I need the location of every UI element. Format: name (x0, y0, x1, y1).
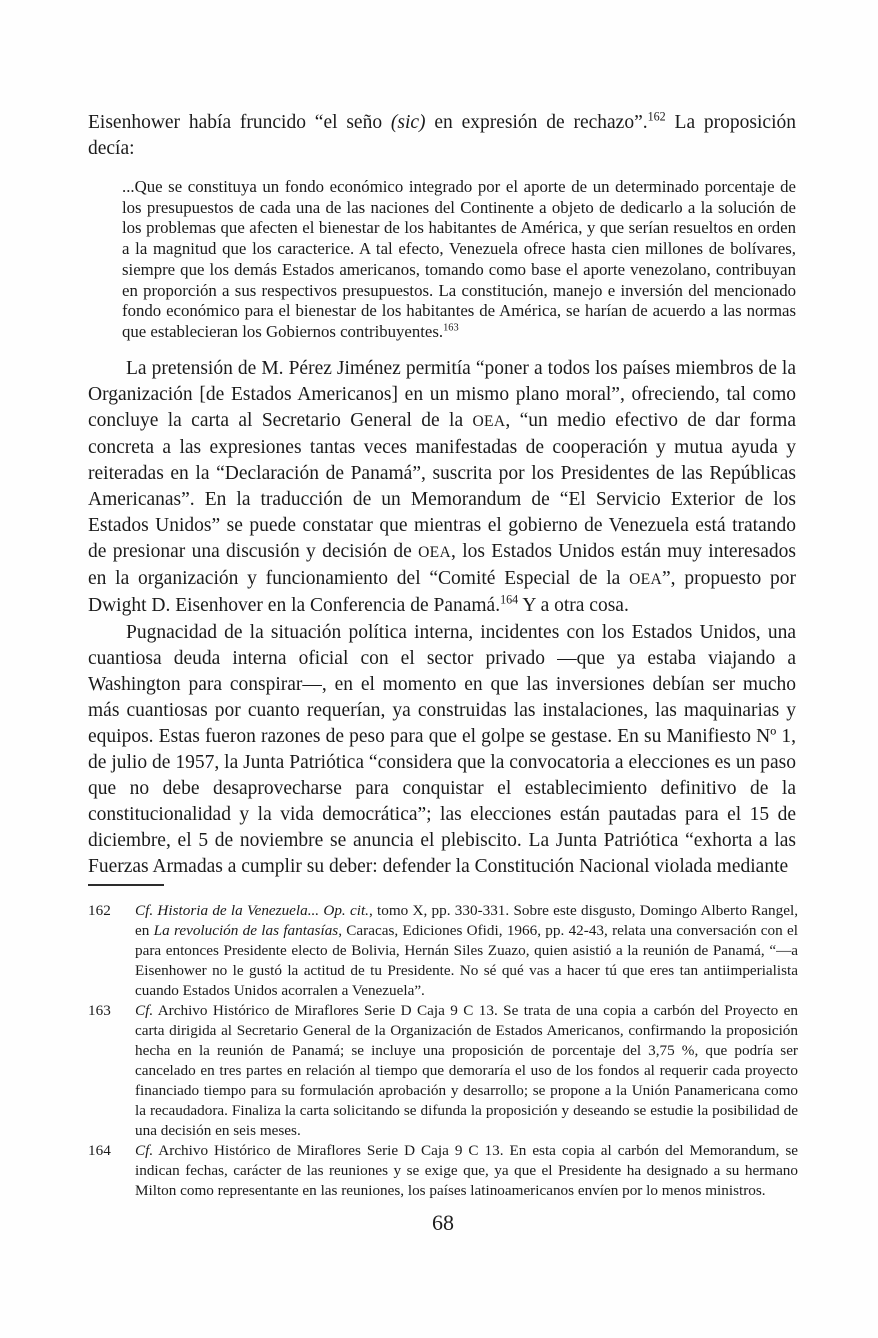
footnote-number: 163 (88, 1002, 111, 1019)
paragraph-pugnacidad: Pugnacidad de la situación política interna, incidentes con los Estados Unidos, una cuantiosa deuda interna oficial con el sector privado —que ya estaba viajando a Washington para conspirar—, en el momento en que las inversiones debían ser mucho más cuantiosas por cuanto requerían, ya construidas las instalaciones, las maquinarias y equipos. Estas fueron razones de peso para que el golpe se gestase. En su Manifiesto Nº 1, de julio de 1957, la Junta Patriótica “considera que la convocatoria a elecciones es un paso que no debe desaprovecharse para conquistar el establecimiento definitivo de la constitucionalidad y la vida democrática”; las elecciones están pautadas para el 15 de diciembre, el 5 de noviembre se anuncia el plebiscito. La Junta Patriótica “exhorta a las Fuerzas Armadas a cumplir su deber: defender la Constitución Nacional violada mediante (88, 621, 796, 877)
footnote-number: 164 (88, 1142, 111, 1159)
footnote-text: Cf. Historia de la Venezuela... Op. cit., tomo X, pp. 330-331. Sobre este disgusto, Domingo Alberto Rangel, en La revolución de las fantasías, Caracas, Ediciones Ofidi, 1966, pp. 42-43, relata una conversación con el para entonces Presidente electo de Bolivia, Hernán Siles Zuazo, quien asistió a la reunión de Panamá, “—a Eisenhower no le gustó la actitud de tu Presidente. No sé qué vas a hacer tú que eres tan antiimperialista cuando Estados Unidos acorralen a Venezuela”. (135, 902, 798, 999)
footnote-162 (88, 901, 798, 1001)
footnote-ref-163: 163 (443, 322, 459, 334)
footnote-text: Cf. Archivo Histórico de Miraflores Serie D Caja 9 C 13. En esta copia al carbón del Memorandum, se indican fechas, carácter de las reuniones y se exige que, ya que el Presidente ha designado a su hermano Milton como representante en las reuniones, los países latinoamericanos envíen por lo menos ministros. (135, 1142, 798, 1199)
footnote-text: Cf. Archivo Histórico de Miraflores Serie D Caja 9 C 13. Se trata de una copia a carbón del Proyecto en carta dirigida al Secretario General de la Organización de Estados Americanos, confirmando la proposición hecha en la reunión de Panamá; se incluye una proposición de porcentaje del 3,75 %, que podría ser cancelado en tres partes en relación al tiempo que demoraría el uso de los fondos al requerir cada proyecto financiado tiempo para su formulación aprobación y desarrollo; se propone a la Unión Panamericana como la recaudadora. Finaliza la carta solicitando se difunda la proposición y deseando se estudie la posibilidad de una decisión en seis meses. (135, 1002, 798, 1139)
footnote-163 (88, 1001, 798, 1141)
footnote-ref-162: 162 (647, 109, 666, 124)
footnote-ref-164: 164 (500, 592, 519, 607)
footnote-separator (88, 884, 164, 886)
footnote-number: 162 (88, 902, 111, 919)
block-quote: ...Que se constituya un fondo económico integrado por el aporte de un determinado porcentaje de los presupuestos de cada una de las naciones del Continente a objeto de dedicarlo a la solución de los problemas que afecten el bienestar de los habitantes de América, y que serían resueltos en orden a la magnitud que los caracterice. A tal efecto, Venezuela ofrece hasta cien millones de bolívares, siempre que los demás Estados americanos, tomando como base el aporte venezolano, contribuyan en proporción a sus respectivos presupuestos. La constitución, manejo e inversión del mencionado fondo económico para el bienestar de los habitantes de América, se harían de acuerdo a las normas que establecieran los Gobiernos contribuyentes.$^{163}$ (122, 177, 796, 341)
footnote-164 (88, 1141, 798, 1201)
paragraph-intro: Eisenhower había fruncido “el seño (sic) en expresión de rechazo”.$^{162}$ La proposición decía: (88, 109, 796, 159)
page-number: 68 (432, 1210, 454, 1235)
footnotes-section (88, 884, 798, 1201)
paragraph-pretension: La pretensión de M. Pérez Jiménez permitía “poner a todos los países miembros de la Organización [de Estados Americanos] en un mismo plano moral”, ofreciendo, tal como concluye la carta al Secretario General de la OEA, “un medio efectivo de dar forma concreta a las expresiones tantas veces manifestadas de cooperación y mutua ayuda y reiteradas en la “Declaración de Panamá”, suscrita por los Presidentes de las Repúblicas Americanas”. En la traducción de un Memorandum de “El Servicio Exterior de los Estados Unidos” se puede constatar que mientras el gobierno de Venezuela está tratando de presionar una discusión y decisión de OEA, los Estados Unidos están muy interesados en la organización y funcionamiento del “Comité Especial de la OEA”, propuesto por Dwight D. Eisenhover en la Conferencia de Panamá.$^{164}$ Y a otra cosa. (88, 357, 796, 616)
main-text-column (88, 110, 796, 880)
